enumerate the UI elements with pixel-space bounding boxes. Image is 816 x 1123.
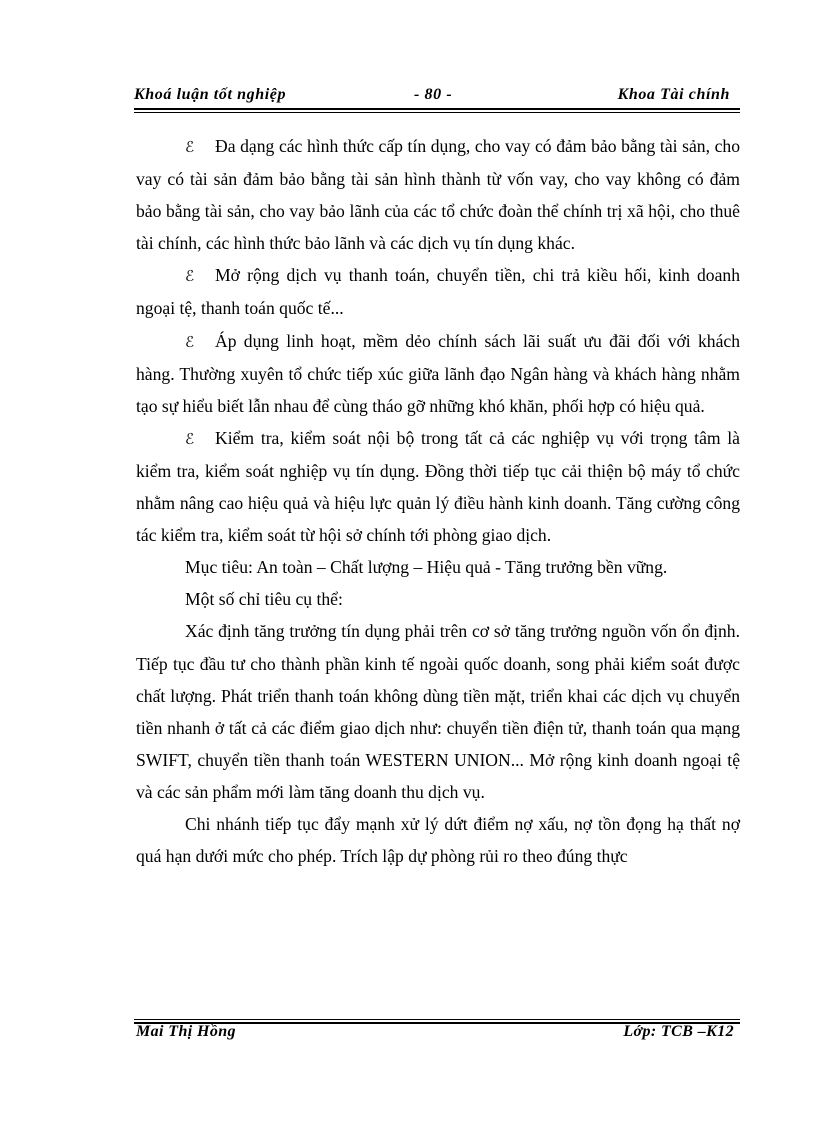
- page-number: - 80 -: [414, 86, 453, 103]
- paragraph-text: Kiểm tra, kiểm soát nội bộ trong tất cả các nghiệp vụ với trọng tâm là kiểm tra, kiểm soát nghiệp vụ tín dụng. Đồng thời tiếp tục cải thiện bộ máy tổ chức nhằm nâng cao hiệu quả và hiệu lực quản lý điều hành kinh doanh. Tăng cường công tác kiểm tra, kiểm soát từ hội sở chính tới phòng giao dịch.: [136, 427, 740, 546]
- footer-author: Mai Thị Hồng: [136, 1023, 236, 1040]
- page-footer: [134, 1023, 740, 1047]
- footer-class: Lớp: TCB –K12: [623, 1023, 734, 1040]
- paragraph-text: Đa dạng các hình thức cấp tín dụng, cho vay có đảm bảo bằng tài sản, cho vay có tài sản đảm bảo bằng tài sản hình thành từ vốn vay, cho vay không có đảm bảo bằng tài sản, cho vay bảo lãnh của các tổ chức đoàn thể chính trị xã hội, cho thuê tài chính, các hình thức bảo lãnh và các dịch vụ tín dụng khác.: [136, 136, 740, 254]
- paragraph-internal-control: [136, 422, 740, 551]
- header-thesis-title: Khoá luận tốt nghiệp: [134, 86, 287, 103]
- bullet-icon: ℰ: [185, 429, 195, 448]
- header-department: Khoa Tài chính: [617, 86, 730, 103]
- page-header: [134, 86, 740, 110]
- paragraph-payment-services: [136, 259, 740, 324]
- body-text: [136, 130, 740, 872]
- bullet-icon: ℰ: [185, 332, 195, 351]
- paragraph-text: Áp dụng linh hoạt, mềm dẻo chính sách lãi suất ưu đãi đối với khách hàng. Thường xuyên tổ chức tiếp xúc giữa lãnh đạo Ngân hàng và khách hàng nhằm tạo sự hiểu biết lẫn nhau để cùng tháo gỡ những khó khăn, phối hợp có hiệu quả.: [136, 330, 740, 416]
- paragraph-text: Mở rộng dịch vụ thanh toán, chuyển tiền, chi trả kiều hối, kinh doanh ngoại tệ, thanh toán quốc tế...: [136, 265, 740, 319]
- header-rule: [134, 108, 740, 113]
- paragraph-objective: Mục tiêu: An toàn – Chất lượng – Hiệu quả - Tăng trưởng bền vững.: [185, 557, 668, 578]
- paragraph-targets-heading: Một số chỉ tiêu cụ thể:: [185, 589, 343, 610]
- bullet-icon: ℰ: [185, 138, 195, 156]
- bullet-icon: ℰ: [185, 267, 195, 286]
- paragraph-interest-policy: [136, 325, 740, 422]
- paragraph-credit-growth: Xác định tăng trưởng tín dụng phải trên cơ sở tăng trưởng nguồn vốn ổn định. Tiếp tục đầu tư cho thành phần kinh tế ngoài quốc doanh, song phải kiểm soát được chất lượng. Phát triển thanh toán không dùng tiền mặt, triển khai các dịch vụ chuyển tiền nhanh ở tất cả các điểm giao dịch như: chuyển tiền điện tử, thanh toán qua mạng SWIFT, chuyển tiền thanh toán WESTERN UNION... Mở rộng kinh doanh ngoại tệ và các sản phẩm mới làm tăng doanh thu dịch vụ.: [136, 621, 740, 802]
- paragraph-bad-debt: Chi nhánh tiếp tục đẩy mạnh xử lý dứt điểm nợ xấu, nợ tồn đọng hạ thất nợ quá hạn dưới mức cho phép. Trích lập dự phòng rủi ro theo đúng thực: [136, 813, 740, 867]
- paragraph-credit-forms: [136, 130, 740, 259]
